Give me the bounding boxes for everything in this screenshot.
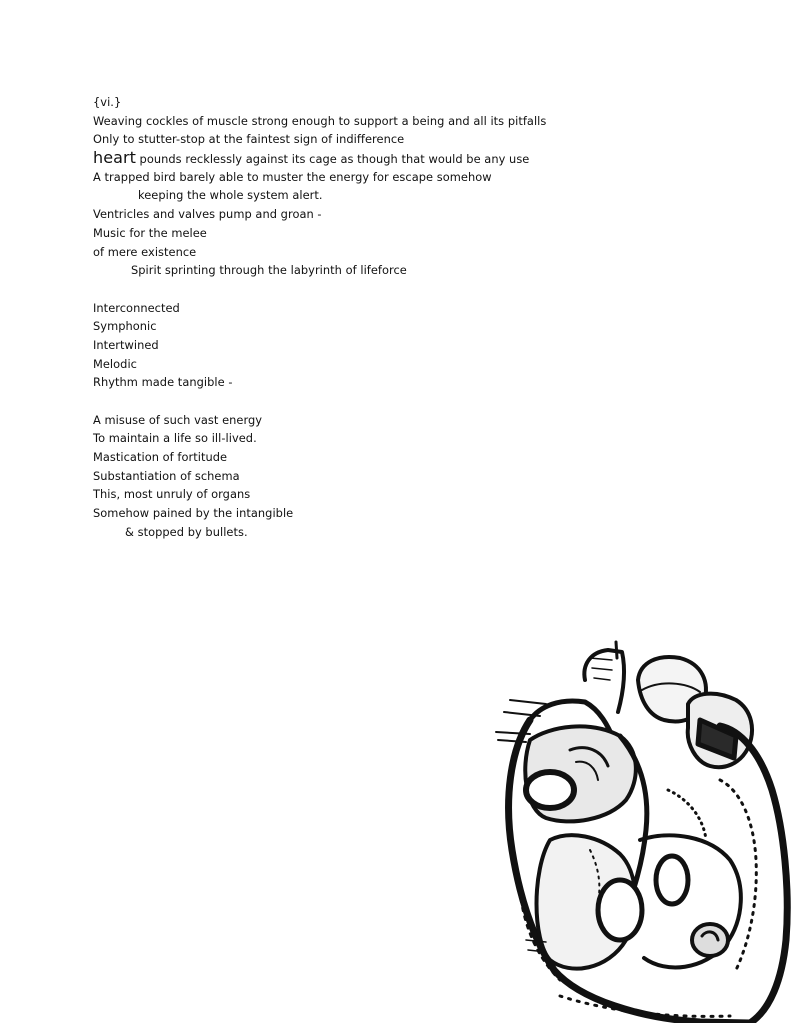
- poem-line: This, most unruly of organs: [93, 487, 251, 502]
- poem-line: Ventricles and valves pump and groan -: [93, 207, 322, 222]
- poem-line: Weaving cockles of muscle strong enough to support a being and all its pitfalls: [93, 113, 547, 128]
- poem-line: Rhythm made tangible -: [93, 375, 233, 390]
- section-marker: {vi.}: [93, 95, 122, 109]
- poem-line: Interconnected: [93, 300, 180, 315]
- poem-line-indented: & stopped by bullets.: [125, 524, 248, 539]
- poem-line: [93, 149, 693, 168]
- emphasized-word: heart: [93, 148, 136, 168]
- poem-line: Music for the melee: [93, 225, 207, 240]
- anatomical-heart-illustration: [490, 640, 791, 1023]
- poem-line: Intertwined: [93, 337, 159, 352]
- poem-line: Somehow pained by the intangible: [93, 506, 294, 521]
- poem-body: [93, 93, 693, 542]
- poem-line: A misuse of such vast energy: [93, 412, 263, 427]
- poem-line: Substantiation of schema: [93, 468, 240, 483]
- poem-line: To maintain a life so ill-lived.: [93, 431, 257, 446]
- stanza-break: [93, 392, 693, 411]
- poem-line: Symphonic: [93, 319, 157, 334]
- stanza-break: [93, 280, 693, 299]
- poem-line: Only to stutter-stop at the faintest sign of indifference: [93, 132, 405, 147]
- poem-line: of mere existence: [93, 244, 197, 259]
- poem-line: Mastication of fortitude: [93, 450, 228, 465]
- poem-line-indented: Spirit sprinting through the labyrinth of lifeforce: [131, 263, 407, 278]
- poem-line-indented: keeping the whole system alert.: [138, 188, 323, 203]
- poem-line: A trapped bird barely able to muster the energy for escape somehow: [93, 169, 492, 184]
- poem-line: Melodic: [93, 356, 137, 371]
- poem-line-rest: pounds recklessly against its cage as though that would be any use: [135, 152, 530, 167]
